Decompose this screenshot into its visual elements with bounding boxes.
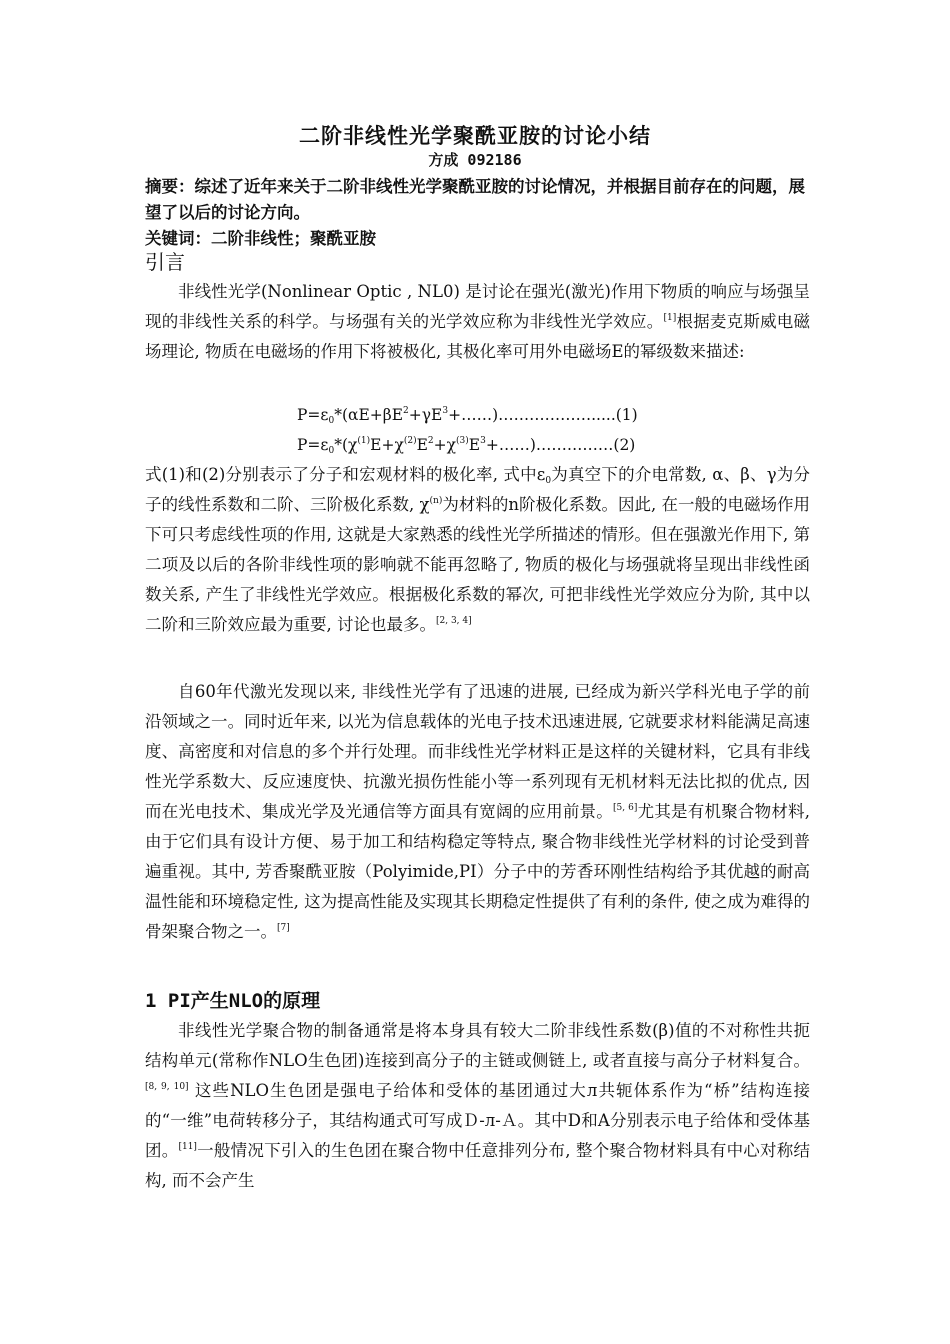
intro-paragraph-2 bbox=[145, 460, 810, 640]
eq-sup: (3) bbox=[456, 436, 469, 446]
eq-text: +……)……………….....(1) bbox=[448, 406, 638, 424]
section-1-paragraph-1 bbox=[145, 1016, 810, 1196]
eq-sub: 0 bbox=[328, 416, 335, 426]
eq-text: *(αE+βE bbox=[334, 406, 404, 424]
eq-text: *(χ bbox=[334, 436, 358, 454]
citation-ref: [5, 6] bbox=[612, 803, 638, 813]
document-title: 二阶非线性光学聚酰亚胺的讨论小结 bbox=[299, 124, 651, 148]
eq-text: E bbox=[416, 436, 428, 454]
section-1-heading: 1 PI产生NLO的原理 bbox=[145, 990, 321, 1012]
intro-paragraph-1 bbox=[145, 277, 810, 367]
abstract: 摘要：综述了近年来关于二阶非线性光学聚酰亚胺的讨论情况，并根据目前存在的问题，展望了以后的讨论方向。 bbox=[145, 177, 805, 222]
intro-p1-text-b: 根据麦克斯威电磁场理论, 物质在电磁场的作用下将被极化, 其极化率可用外电磁场E的幂级数来描述: bbox=[145, 312, 811, 361]
intro-p2-text-b: 为真空下的介电常数, α、β、γ为分子的线性系数和二阶、三阶极化系数, χ bbox=[145, 465, 810, 514]
chi-superscript: (n) bbox=[429, 496, 443, 506]
eq-text: P=ε bbox=[297, 406, 329, 424]
sec1-p1-text-c: 一般情况下引入的生色团在聚合物中任意排列分布, 整个聚合物材料具有中心对称结构, 而不会产生 bbox=[145, 1141, 810, 1190]
citation-ref: [7] bbox=[277, 923, 290, 933]
intro-heading: 引言 bbox=[145, 250, 185, 274]
citation-ref: [8, 9, 10] bbox=[145, 1082, 189, 1092]
intro-p1-text-a: 非线性光学(Nonlinear Optic , NL0) 是讨论在强光(激光)作用下物质的响应与场强呈现的非线性关系的科学。与场强有关的光学效应称为非线性光学效应。 bbox=[145, 282, 810, 331]
eq-sup: (2) bbox=[403, 436, 417, 446]
eq-text: +……)……………(2) bbox=[485, 436, 636, 454]
equation-2 bbox=[297, 430, 635, 460]
intro-p2-text-a: 式(1)和(2)分别表示了分子和宏观材料的极化率, 式中ε bbox=[145, 465, 546, 484]
eq-text: E bbox=[468, 436, 481, 454]
eq-sub: 0 bbox=[328, 446, 335, 456]
epsilon-subscript: 0 bbox=[545, 476, 552, 486]
eq-sup: 3 bbox=[480, 436, 486, 446]
intro-p3-text-b: 尤其是有机聚合物材料, 由于它们具有设计方便、易于加工和结构稳定等特点, 聚合物非线性光学材料的讨论受到普遍重视。其中, 芳香聚酰亚胺（Polyimide,PI）分子中的芳香环刚性结构给予其优越的耐高温性能和环境稳定性, 这为提高性能及实现其长期稳定性提供了有利的条件, 使之成为难得的骨架聚合物之一。 bbox=[145, 802, 811, 941]
eq-sup: 3 bbox=[442, 406, 449, 416]
intro-paragraph-3 bbox=[145, 677, 810, 947]
eq-sup: (1) bbox=[357, 436, 371, 446]
author-line: 方成 092186 bbox=[428, 151, 522, 169]
citation-ref: [11] bbox=[178, 1142, 197, 1152]
eq-text: +γE bbox=[408, 406, 443, 424]
eq-sup: 2 bbox=[403, 406, 409, 416]
eq-text: E+χ bbox=[370, 436, 404, 454]
equation-1 bbox=[297, 400, 638, 430]
sec1-p1-text-b: 这些NLO生色团是强电子给体和受体的基团通过大л共轭体系作为“桥”结构连接的“一维”电荷转移分子，其结构通式可写成Ｄ-л-Ａ。其中D和A分别表示电子给体和受体基团。 bbox=[145, 1081, 810, 1160]
citation-ref: [1] bbox=[663, 313, 677, 323]
sec1-p1-text-a: 非线性光学聚合物的制备通常是将本身具有较大二阶非线性系数(β)值的不对称性共扼结构单元(常称作NLO生色团)连接到高分子的主链或侧链上, 或者直接与高分子材料复合。 bbox=[145, 1021, 810, 1070]
citation-ref: [2, 3, 4] bbox=[436, 616, 472, 626]
intro-p2-text-c: 为材料的n阶极化系数。因此, 在一般的电磁场作用下可只考虑线性项的作用, 这就是大家熟悉的线性光学所描述的情形。但在强激光作用下, 第二项及以后的各阶非线性项的影响就不能再忽略了, 物质的极化与场强就将呈现出非线性函数关系, 产生了非线性光学效应。根据极化系数的幂次, 可把非线性光学效应分为阶, 其中以二阶和三阶效应最为重要, 讨论也最多。 bbox=[145, 495, 810, 634]
keywords: 关键词：二阶非线性；聚酰亚胺 bbox=[145, 229, 376, 248]
eq-text: P=ε bbox=[297, 436, 329, 454]
eq-text: +χ bbox=[433, 436, 457, 454]
eq-sup: 2 bbox=[427, 436, 434, 446]
intro-p3-text-a: 自60年代激光发现以来, 非线性光学有了迅速的进展, 已经成为新兴学科光电子学的前沿领域之一。同时近年来, 以光为信息载体的光电子技术迅速进展, 它就要求材料能满足高速度、高密度和对信息的多个并行处理。而非线性光学材料正是这样的关键材料，它具有非线性光学系数大、反应速度快、抗激光损伤性能小等一系列现有无机材料无法比拟的优点, 因而在光电技术、集成光学及光通信等方面具有宽阔的应用前景。 bbox=[145, 682, 810, 821]
